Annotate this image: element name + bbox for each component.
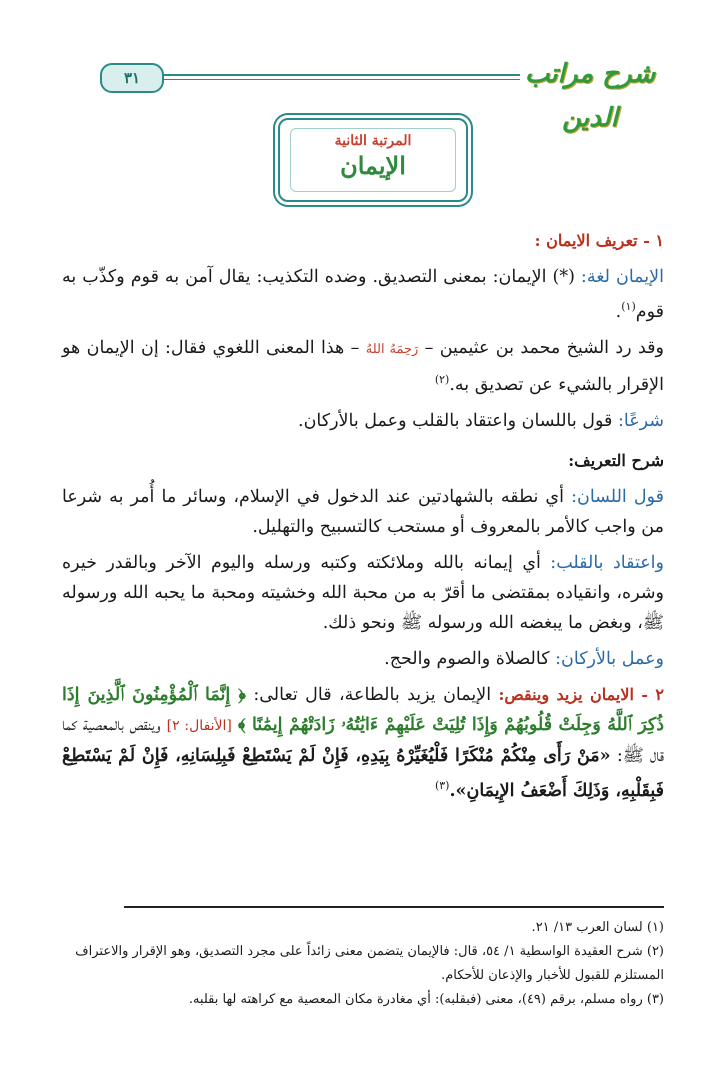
hadith-text: «مَنْ رَأَى مِنْكُمْ مُنْكَرًا فَلْيُغَيِّرْهُ بِيَدِهِ، فَإِنْ لَمْ يَسْتَطِعْ فَبِلِسَانِهِ، فَإِنْ لَمْ يَسْتَطِعْ فَبِقَلْبِهِ، وَذَلِكَ أَضْعَفُ الإِيمَانِ». [62,745,664,801]
page-number-badge [100,63,164,93]
footnote-ref-3: (٣) [434,778,450,792]
shar-lead: شرعًا: [618,410,664,431]
footnotes [52,916,664,1012]
section2-heading: ٢ - الايمان يزيد وينقص: [498,684,664,704]
shar-paragraph [62,406,664,436]
lugha-paragraph: الإيمان لغة: (*) الإيمان: بمعنى التصديق. وضده التكذيب: يقال آمن به قوم وكذّب به قوم$^{(١)}$. [62,267,664,322]
lisan-lead: قول اللسان: [571,486,664,507]
quran-reference: [الأنفال: ٢] [166,717,232,734]
qalb-paragraph: واعتقاد بالقلب: أي إيمانه بالله وملائكته وكتبه ورسله واليوم الآخر وبالقدر خيره وشره، وانقياده بمقتضى ما أقرّ به من محبة الله وخشيته ومحبة ما يحبه الله ورسوله ﷺ، وبغض ما يبغضه الله ورسوله ﷺ ونحو ذلك. [62,552,664,633]
section1-heading: ١ - تعريف الايمان : [534,231,664,250]
lugha-text: (*) الإيمان: بمعنى التصديق. وضده التكذيب: يقال آمن به قوم وكذّب به قوم [62,267,664,322]
footnote-2: (٢) شرح العقيدة الواسطية ١/ ٥٤، قال: فالإيمان يتضمن معنى زائداً على مجرد التصديق، وهو الإقرار والاعتراف المستلزم للقبول للأخبار والإذعان للأحكام. [75,944,664,983]
rahimahu-honorific: رَحِمَهُ اللهُ [365,341,419,357]
chapter-title: الإيمان [340,151,406,180]
section2-paragraph: ٢ - الايمان يزيد وينقص: الإيمان يزيد بالطاعة، قال تعالى: ﴿ إِنَّمَا ٱلْمُؤْمِنُونَ ٱلَّذِينَ إِذَا ذُكِرَ ٱللَّهُ وَجِلَتْ قُلُوبُهُمْ وَإِذَا تُلِيَتْ عَلَيْهِمْ ءَايَٰتُهُۥ زَادَتْهُمْ إِيمَٰنًا ﴾ [الأنفال: ٢] وينقص بالمعصية كما قال ﷺ: «مَنْ رَأَى مِنْكُمْ مُنْكَرًا فَلْيُغَيِّرْهُ بِيَدِهِ، فَإِنْ لَمْ يَسْتَطِعْ فَبِلِسَانِهِ، فَإِنْ لَمْ يَسْتَطِعْ فَبِقَلْبِهِ، وَذَلِكَ أَضْعَفُ الإِيمَانِ».$^{(٣)}$ [62,684,664,801]
chapter-title-frame [290,128,456,192]
lisan-paragraph: قول اللسان: أي نطقه بالشهادتين عند الدخول في الإسلام، وسائر ما أُمر به شرعا من واجب كالأمر بالمعروف أو مستحب كالتسبيح والتهليل. [62,486,664,537]
qalb-lead: واعتقاد بالقلب: [550,552,664,573]
footnote-divider [124,906,664,908]
footnote-ref-2: (٢) [434,372,450,386]
page-number: ٣١ [123,69,141,87]
chapter-subtitle: المرتبة الثانية [334,133,412,149]
footnote-3: (٣) رواه مسلم، برقم (٤٩)، معنى (فبقلبه): أي مغادرة مكان المعصية مع كراهته لها بقلبه. [188,992,664,1007]
definition-heading: شرح التعريف: [568,450,664,470]
main-text [62,226,664,811]
shar-text: قول باللسان واعتقاد بالقلب وعمل بالأركان. [298,410,613,431]
lugha-lead: الإيمان لغة: [580,267,664,287]
quran-verse: ﴿ إِنَّمَا ٱلْمُؤْمِنُونَ ٱلَّذِينَ إِذَا ذُكِرَ ٱللَّهُ وَجِلَتْ قُلُوبُهُمْ وَإِذَا تُلِيَتْ عَلَيْهِمْ ءَايَٰتُهُۥ زَادَتْهُمْ إِيمَٰنًا ﴾ [62,684,664,735]
footnote-ref-1: (١) [621,300,636,313]
arkan-lead: وعمل بالأركان: [555,648,664,669]
uthaymin-paragraph: وقد رد الشيخ محمد بن عثيمين – رَحِمَهُ اللهُ – هذا المعنى اللغوي فقال: إن الإيمان هو الإقرار بالشيء عن تصديق به.$^{(٢)}$ [62,337,664,395]
footnote-1: (١) لسان العرب ١٣/ ٢١. [531,920,664,935]
book-title: شرح مراتب الدين [524,59,656,133]
header-rule-thin [130,79,520,80]
header-rule [130,74,520,76]
chapter-title-box [278,118,468,202]
page-header [60,52,670,133]
arkan-paragraph: وعمل بالأركان: كالصلاة والصوم والحج. [384,648,664,669]
